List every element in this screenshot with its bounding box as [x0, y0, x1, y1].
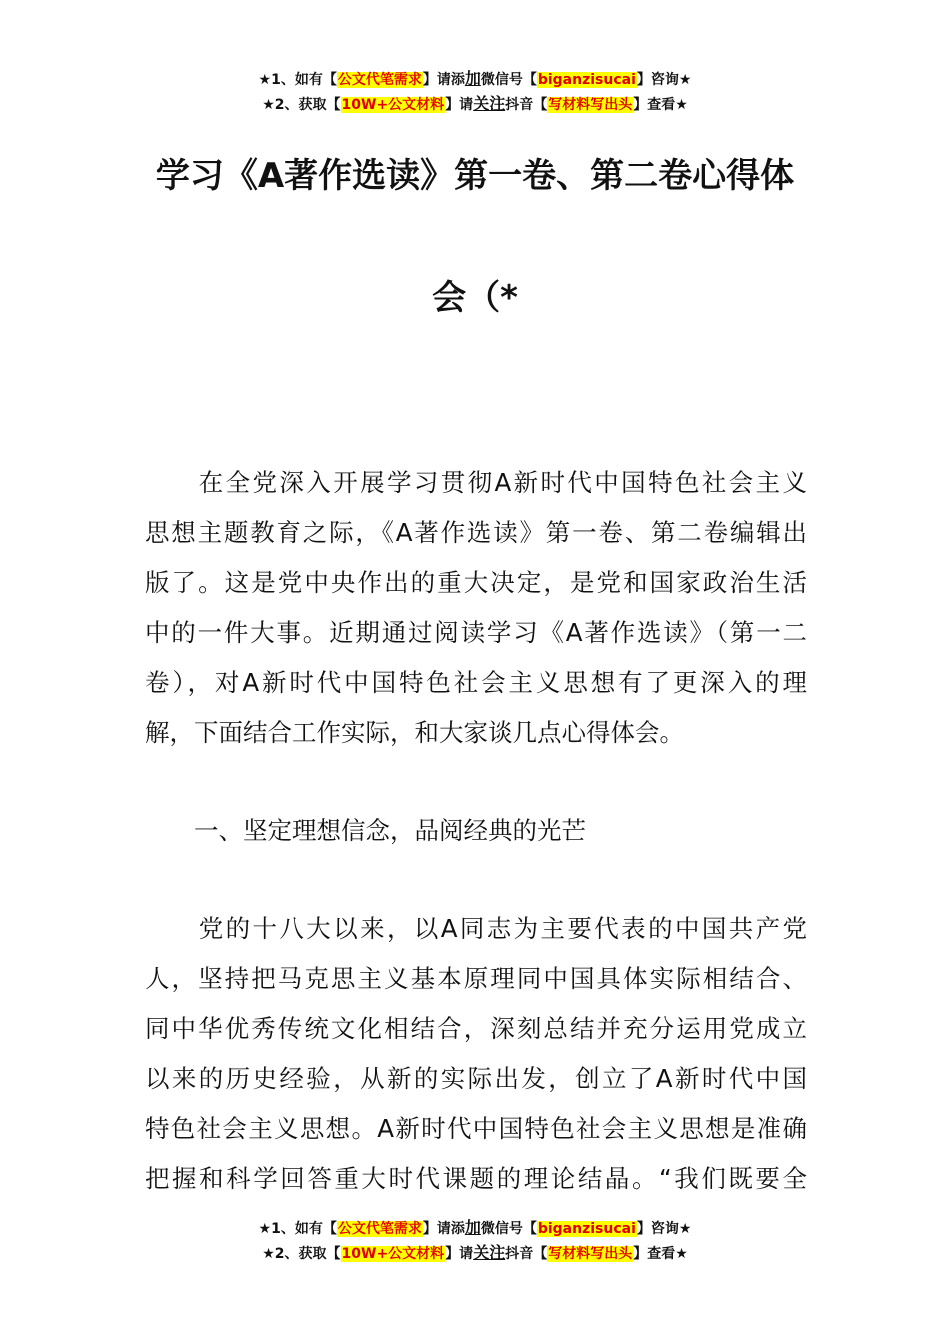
banner-highlight: 公文代笔需求	[337, 72, 422, 88]
banner-highlight: 公文代笔需求	[337, 1221, 422, 1237]
banner-text: 】查看★	[633, 97, 688, 113]
banner-text: 】请	[445, 97, 474, 113]
text-line: 卷），对A新时代中国特色社会主义思想有了更深入的理	[145, 668, 807, 697]
banner-line-1	[0, 67, 950, 92]
text-line: 把握和科学回答重大时代课题的理论结晶。“我们既要全	[145, 1164, 807, 1193]
banner-line-1	[0, 1216, 950, 1241]
banner-text: 关注	[473, 1243, 506, 1262]
text-line: 解，下面结合工作实际，和大家谈几点心得体会。	[145, 718, 684, 747]
banner-text: 微信号【	[480, 1221, 537, 1237]
banner-highlight: biganzisucai	[537, 1221, 636, 1237]
banner-text: 】请	[445, 1246, 474, 1262]
banner-text: 】咨询★	[636, 72, 692, 88]
text-line: 同中华优秀传统文化相结合，深刻总结并充分运用党成立	[145, 1014, 807, 1043]
section-heading	[145, 806, 807, 856]
banner-text: ★1、如有【	[258, 72, 337, 88]
banner-text: ★2、获取【	[262, 1246, 341, 1262]
banner-line-2	[0, 1241, 950, 1266]
banner-highlight: 10W+公文材料	[341, 1246, 445, 1262]
banner-text: 】请添	[422, 1221, 465, 1237]
document-title-line-1: 学习《A著作选读》第一卷、第二卷心得体	[155, 156, 795, 196]
banner-text: 】请添	[422, 72, 465, 88]
text-line: 特色社会主义思想。A新时代中国特色社会主义思想是准确	[145, 1114, 807, 1143]
banner-highlight: biganzisucai	[537, 72, 636, 88]
banner-text: 加	[464, 69, 481, 88]
banner-text: 抖音【	[505, 97, 548, 113]
banner-text: 微信号【	[480, 72, 537, 88]
document-title-line-2: 会（*	[432, 278, 518, 318]
text-line: 思想主题教育之际，《A著作选读》第一卷、第二卷编辑出	[145, 518, 807, 547]
text-line: 版了。这是党中央作出的重大决定，是党和国家政治生活	[145, 568, 807, 597]
banner-highlight: 写材料写出头	[548, 1246, 633, 1262]
text-line: 在全党深入开展学习贯彻A新时代中国特色社会主义	[145, 468, 807, 497]
text-line: 人，坚持把马克思主义基本原理同中国具体实际相结合、	[145, 964, 807, 993]
banner-text: 抖音【	[505, 1246, 548, 1262]
banner-text: 关注	[473, 94, 506, 113]
banner-line-2	[0, 92, 950, 117]
top-banner	[0, 67, 950, 117]
banner-text: ★2、获取【	[262, 97, 341, 113]
banner-highlight: 10W+公文材料	[341, 97, 445, 113]
bottom-banner	[0, 1216, 950, 1266]
banner-text: 】查看★	[633, 1246, 688, 1262]
paragraph-section-1	[145, 904, 807, 1204]
text-line: 以来的历史经验，从新的实际出发，创立了A新时代中国	[145, 1064, 807, 1093]
banner-highlight: 写材料写出头	[548, 97, 633, 113]
banner-text: 加	[464, 1218, 481, 1237]
text-line: 党的十八大以来，以A同志为主要代表的中国共产党	[145, 914, 807, 943]
paragraph-intro	[145, 458, 807, 758]
banner-text: 】咨询★	[636, 1221, 692, 1237]
section-heading-text: 一、坚定理想信念，品阅经典的光芒	[145, 816, 586, 845]
banner-text: ★1、如有【	[258, 1221, 337, 1237]
text-line: 中的一件大事。近期通过阅读学习《A著作选读》（第一二	[145, 618, 807, 647]
